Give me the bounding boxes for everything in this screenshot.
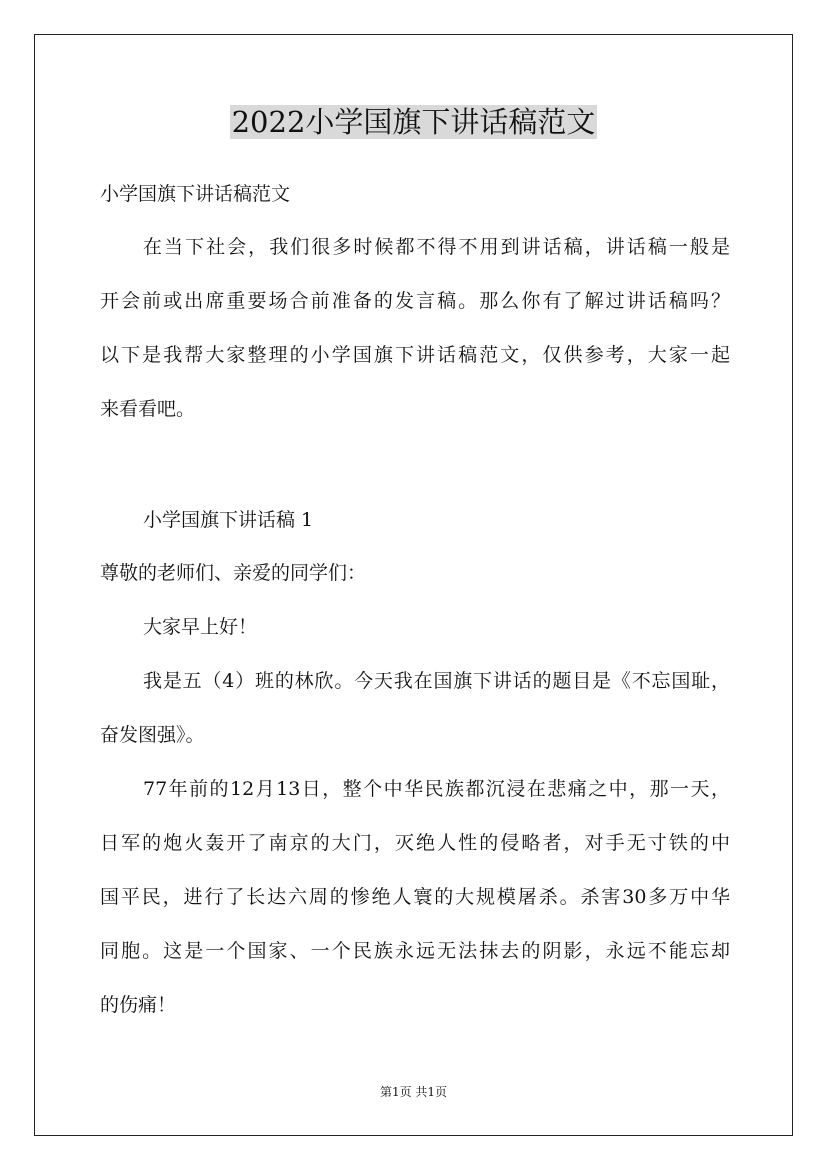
document-title	[0, 102, 827, 142]
document-subtitle: 小学国旗下讲话稿范文	[100, 183, 291, 205]
para2-line-3: 国平民，进行了长达六周的惨绝人寰的大规模屠杀。杀害30多万中华	[100, 886, 730, 908]
document-title-text: 2022小学国旗下讲话稿范文	[231, 105, 596, 139]
greeting: 大家早上好！	[143, 616, 258, 638]
para2-line-2: 日军的炮火轰开了南京的大门，灭绝人性的侵略者，对手无寸铁的中	[100, 832, 730, 854]
page-footer: 第1页 共1页	[379, 1085, 448, 1099]
para2-line-5: 的伤痛！	[100, 994, 177, 1016]
para1-line-2: 奋发图强》。	[100, 724, 205, 746]
para1-line-1: 我是五（4）班的林欣。今天我在国旗下讲话的题目是《不忘国耻，	[143, 670, 730, 692]
para2-line-1: 77年前的12月13日，整个中华民族都沉浸在悲痛之中，那一天，	[143, 778, 730, 800]
section-heading: 小学国旗下讲话稿 1	[143, 509, 314, 531]
intro-line-4: 来看看吧。	[100, 398, 196, 420]
para2-line-4: 同胞。这是一个国家、一个民族永远无法抹去的阴影，永远不能忘却	[100, 940, 730, 962]
intro-line-1: 在当下社会，我们很多时候都不得不用到讲话稿，讲话稿一般是	[143, 236, 730, 258]
salutation: 尊敬的老师们、亲爱的同学们：	[100, 562, 367, 584]
intro-line-2: 开会前或出席重要场合前准备的发言稿。那么你有了解过讲话稿吗？	[100, 290, 730, 312]
intro-line-3: 以下是我帮大家整理的小学国旗下讲话稿范文，仅供参考，大家一起	[100, 344, 730, 366]
